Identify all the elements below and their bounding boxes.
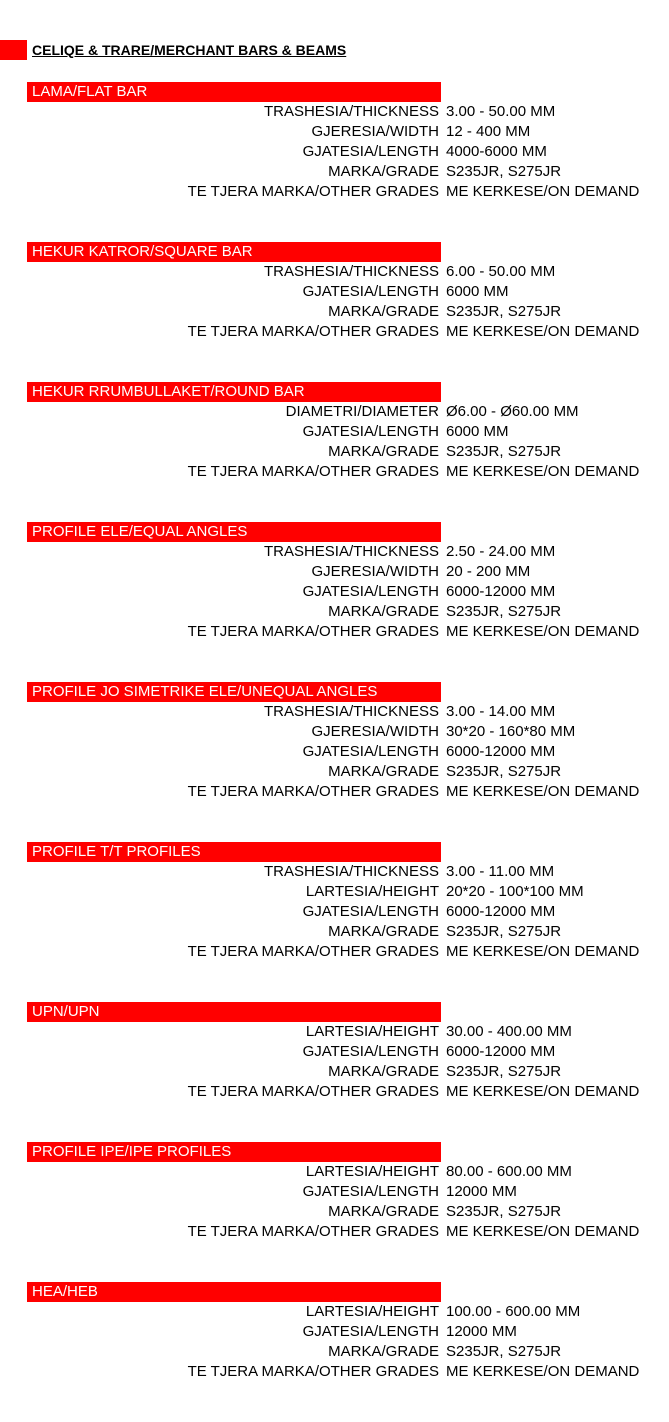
spec-value: ME KERKESE/ON DEMAND	[446, 623, 640, 640]
spec-value: Ø6.00 - Ø60.00 MM	[446, 403, 579, 420]
spec-value: S235JR, S275JR	[446, 163, 562, 180]
product-section	[0, 82, 669, 202]
spec-value: 100.00 - 600.00 MM	[446, 1303, 581, 1320]
section-header: HEKUR RRUMBULLAKET/ROUND BAR	[27, 382, 441, 402]
spec-label: TE TJERA MARKA/OTHER GRADES	[187, 783, 439, 800]
spec-label: TE TJERA MARKA/OTHER GRADES	[187, 1083, 439, 1100]
spec-value: S235JR, S275JR	[446, 443, 562, 460]
spec-row	[0, 1222, 669, 1242]
spec-value: 6000-12000 MM	[446, 743, 556, 760]
spec-value: S235JR, S275JR	[446, 923, 562, 940]
spec-row	[0, 1082, 669, 1102]
spec-row	[0, 462, 669, 482]
section-header: HEA/HEB	[27, 1282, 441, 1302]
spec-row	[0, 282, 669, 302]
section-header: PROFILE ELE/EQUAL ANGLES	[27, 522, 441, 542]
spec-value: 6000-12000 MM	[446, 903, 556, 920]
spec-row	[0, 1022, 669, 1042]
spec-label: MARKA/GRADE	[328, 163, 439, 180]
spec-label: MARKA/GRADE	[328, 443, 439, 460]
spec-row	[0, 1342, 669, 1362]
spec-row	[0, 902, 669, 922]
spec-row	[0, 582, 669, 602]
spec-row	[0, 1162, 669, 1182]
spec-value: ME KERKESE/ON DEMAND	[446, 183, 640, 200]
spec-label: GJATESIA/LENGTH	[302, 743, 439, 760]
spec-row	[0, 1182, 669, 1202]
spec-row	[0, 262, 669, 282]
spec-value: ME KERKESE/ON DEMAND	[446, 1223, 640, 1240]
section-header: UPN/UPN	[27, 1002, 441, 1022]
spec-row	[0, 742, 669, 762]
spec-row	[0, 1042, 669, 1062]
spec-label: GJATESIA/LENGTH	[302, 903, 439, 920]
spec-value: S235JR, S275JR	[446, 1203, 562, 1220]
spec-label: GJERESIA/WIDTH	[311, 723, 439, 740]
spec-value: 6000 MM	[446, 423, 509, 440]
spec-label: TRASHESIA/THICKNESS	[263, 543, 439, 560]
spec-value: ME KERKESE/ON DEMAND	[446, 463, 640, 480]
spec-value: 6000-12000 MM	[446, 1043, 556, 1060]
product-section	[0, 1142, 669, 1242]
spec-label: TE TJERA MARKA/OTHER GRADES	[187, 1223, 439, 1240]
product-section	[0, 242, 669, 342]
spec-value: 3.00 - 50.00 MM	[446, 103, 556, 120]
product-section	[0, 382, 669, 482]
spec-value: 30*20 - 160*80 MM	[446, 723, 576, 740]
spec-label: MARKA/GRADE	[328, 923, 439, 940]
spec-value: S235JR, S275JR	[446, 1063, 562, 1080]
spec-label: TE TJERA MARKA/OTHER GRADES	[187, 323, 439, 340]
spec-label: GJERESIA/WIDTH	[311, 563, 439, 580]
spec-value: ME KERKESE/ON DEMAND	[446, 1083, 640, 1100]
spec-label: MARKA/GRADE	[328, 303, 439, 320]
spec-label: GJATESIA/LENGTH	[302, 1043, 439, 1060]
spec-label: MARKA/GRADE	[328, 1063, 439, 1080]
spec-value: ME KERKESE/ON DEMAND	[446, 323, 640, 340]
spec-row	[0, 862, 669, 882]
spec-label: TE TJERA MARKA/OTHER GRADES	[187, 623, 439, 640]
spec-value: 3.00 - 14.00 MM	[446, 703, 556, 720]
spec-value: 6000 MM	[446, 283, 509, 300]
spec-label: TE TJERA MARKA/OTHER GRADES	[187, 1363, 439, 1380]
spec-label: TE TJERA MARKA/OTHER GRADES	[187, 463, 439, 480]
spec-value: S235JR, S275JR	[446, 303, 562, 320]
page-title-row	[0, 40, 669, 60]
spec-row	[0, 702, 669, 722]
spec-value: 12000 MM	[446, 1183, 517, 1200]
spec-label: LARTESIA/HEIGHT	[305, 1163, 439, 1180]
spec-value: 20*20 - 100*100 MM	[446, 883, 584, 900]
spec-label: GJATESIA/LENGTH	[302, 143, 439, 160]
spec-label: GJATESIA/LENGTH	[302, 1183, 439, 1200]
spec-value: ME KERKESE/ON DEMAND	[446, 783, 640, 800]
spec-row	[0, 1362, 669, 1382]
spec-label: MARKA/GRADE	[328, 1343, 439, 1360]
spec-row	[0, 1302, 669, 1322]
spec-row	[0, 102, 669, 122]
spec-label: GJERESIA/WIDTH	[311, 123, 439, 140]
spec-row	[0, 182, 669, 202]
spec-label: MARKA/GRADE	[328, 603, 439, 620]
spec-row	[0, 302, 669, 322]
product-section	[0, 522, 669, 642]
product-sections	[0, 82, 669, 1422]
spec-row	[0, 602, 669, 622]
spec-row	[0, 162, 669, 182]
product-section	[0, 1282, 669, 1382]
spec-label: LARTESIA/HEIGHT	[305, 883, 439, 900]
spec-value: 2.50 - 24.00 MM	[446, 543, 556, 560]
spec-value: 30.00 - 400.00 MM	[446, 1023, 572, 1040]
spec-row	[0, 562, 669, 582]
spec-label: TRASHESIA/THICKNESS	[263, 263, 439, 280]
spec-value: 80.00 - 600.00 MM	[446, 1163, 572, 1180]
section-header: LAMA/FLAT BAR	[27, 82, 441, 102]
page-title: CELIQE & TRARE/MERCHANT BARS & BEAMS	[32, 42, 347, 58]
section-header: PROFILE T/T PROFILES	[27, 842, 441, 862]
spec-value: S235JR, S275JR	[446, 603, 562, 620]
spec-value: 12000 MM	[446, 1323, 517, 1340]
spec-label: TE TJERA MARKA/OTHER GRADES	[187, 183, 439, 200]
section-header: HEKUR KATROR/SQUARE BAR	[27, 242, 441, 262]
spec-row	[0, 1322, 669, 1342]
spec-label: TRASHESIA/THICKNESS	[263, 103, 439, 120]
spec-value: 12 - 400 MM	[446, 123, 531, 140]
spec-value: S235JR, S275JR	[446, 1343, 562, 1360]
spec-row	[0, 142, 669, 162]
spec-value: 20 - 200 MM	[446, 563, 531, 580]
spec-row	[0, 922, 669, 942]
spec-row	[0, 942, 669, 962]
section-header: PROFILE IPE/IPE PROFILES	[27, 1142, 441, 1162]
spec-value: 6000-12000 MM	[446, 583, 556, 600]
product-section	[0, 1002, 669, 1102]
spec-label: LARTESIA/HEIGHT	[305, 1023, 439, 1040]
spec-value: S235JR, S275JR	[446, 763, 562, 780]
section-header: PROFILE JO SIMETRIKE ELE/UNEQUAL ANGLES	[27, 682, 441, 702]
spec-row	[0, 882, 669, 902]
spec-label: GJATESIA/LENGTH	[302, 583, 439, 600]
spec-value: 6.00 - 50.00 MM	[446, 263, 556, 280]
title-marker	[0, 40, 27, 60]
spec-row	[0, 442, 669, 462]
spec-row	[0, 1062, 669, 1082]
spec-row	[0, 322, 669, 342]
spec-label: MARKA/GRADE	[328, 1203, 439, 1220]
spec-label: TRASHESIA/THICKNESS	[263, 863, 439, 880]
spec-label: GJATESIA/LENGTH	[302, 283, 439, 300]
spec-row	[0, 1202, 669, 1222]
spec-row	[0, 422, 669, 442]
spec-row	[0, 782, 669, 802]
spec-row	[0, 622, 669, 642]
spec-row	[0, 402, 669, 422]
spec-value: 3.00 - 11.00 MM	[446, 863, 555, 880]
product-section	[0, 682, 669, 802]
spec-value: ME KERKESE/ON DEMAND	[446, 943, 640, 960]
spec-label: GJATESIA/LENGTH	[302, 423, 439, 440]
spec-label: TRASHESIA/THICKNESS	[263, 703, 439, 720]
spec-label: MARKA/GRADE	[328, 763, 439, 780]
spec-label: LARTESIA/HEIGHT	[305, 1303, 439, 1320]
spec-label: DIAMETRI/DIAMETER	[285, 403, 439, 420]
spec-value: 4000-6000 MM	[446, 143, 547, 160]
product-section	[0, 842, 669, 962]
spec-row	[0, 762, 669, 782]
spec-value: ME KERKESE/ON DEMAND	[446, 1363, 640, 1380]
spec-label: GJATESIA/LENGTH	[302, 1323, 439, 1340]
spec-row	[0, 122, 669, 142]
spec-row	[0, 542, 669, 562]
spec-label: TE TJERA MARKA/OTHER GRADES	[187, 943, 439, 960]
spec-row	[0, 722, 669, 742]
